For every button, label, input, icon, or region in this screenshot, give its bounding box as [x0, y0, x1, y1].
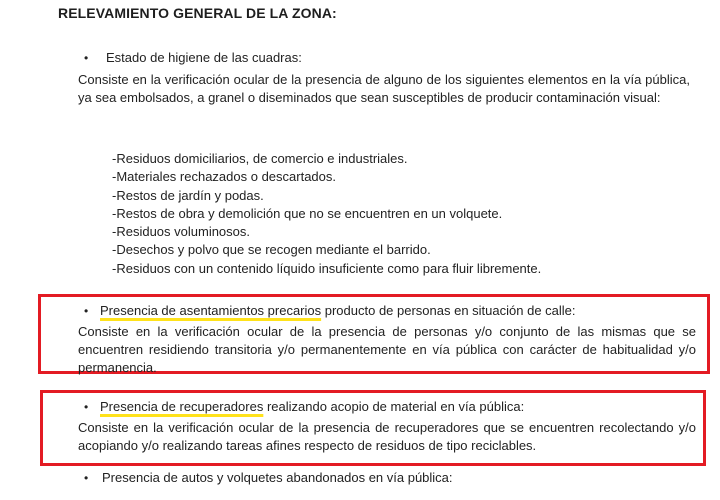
- page-title: RELEVAMIENTO GENERAL DE LA ZONA:: [58, 5, 337, 21]
- list-item: -Materiales rechazados o descartados.: [112, 169, 337, 185]
- section-higiene: [78, 49, 690, 107]
- bullet-icon: •: [84, 304, 89, 318]
- section-recuperadores-heading: [78, 398, 696, 416]
- section-recuperadores: [78, 398, 696, 455]
- bullet-icon: •: [84, 471, 89, 485]
- list-item: -Restos de obra y demolición que no se encuentren en un volquete.: [112, 205, 503, 221]
- list-item: -Restos de jardín y podas.: [112, 187, 264, 203]
- list-item: -Residuos domiciliarios, de comercio e industriales.: [112, 151, 408, 166]
- list-item: -Residuos voluminosos.: [112, 224, 251, 240]
- section-higiene-title: Estado de higiene de las cuadras:: [106, 50, 302, 65]
- section-higiene-heading: [78, 49, 690, 67]
- residuos-list: [112, 150, 541, 278]
- section-asentamientos-paragraph: Consiste en la verificación ocular de la presencia de personas y/o conjunto de las mismas que se encuentren residiendo transitoria y/o permanentemente en vía pública con carácter de habitualidad y/o permanencia.: [78, 324, 696, 375]
- section-asentamientos: [78, 302, 696, 377]
- list-item: -Desechos y polvo que se recogen mediante el barrido.: [112, 242, 431, 258]
- bullet-icon: •: [84, 400, 89, 414]
- section-autos-title: Presencia de autos y volquetes abandonados en vía pública:: [102, 470, 453, 485]
- section-autos: [78, 469, 696, 487]
- section-higiene-paragraph: Consiste en la verificación ocular de la presencia de alguno de los siguientes elementos en la vía pública, ya sea embolsados, a granel o diseminados que sean susceptibles de producir contaminación visual:: [78, 72, 690, 105]
- bullet-icon: •: [84, 51, 89, 65]
- highlighted-phrase: Presencia de recuperadores: [100, 399, 264, 414]
- section-asentamientos-heading: [78, 302, 696, 320]
- section-recuperadores-title-rest: realizando acopio de material en vía pública:: [263, 399, 525, 414]
- section-asentamientos-title-rest: producto de personas en situación de calle:: [321, 303, 576, 318]
- section-autos-heading: [78, 469, 696, 487]
- list-item: -Residuos con un contenido líquido insuficiente como para fluir libremente.: [112, 260, 542, 276]
- highlighted-phrase: Presencia de asentamientos precarios: [100, 303, 322, 318]
- section-recuperadores-paragraph: Consiste en la verificación ocular de la presencia de recuperadores que se encuentren recolectando y/o acopiando y/o realizando tareas afines respecto de residuos de tipo reciclables.: [78, 420, 696, 453]
